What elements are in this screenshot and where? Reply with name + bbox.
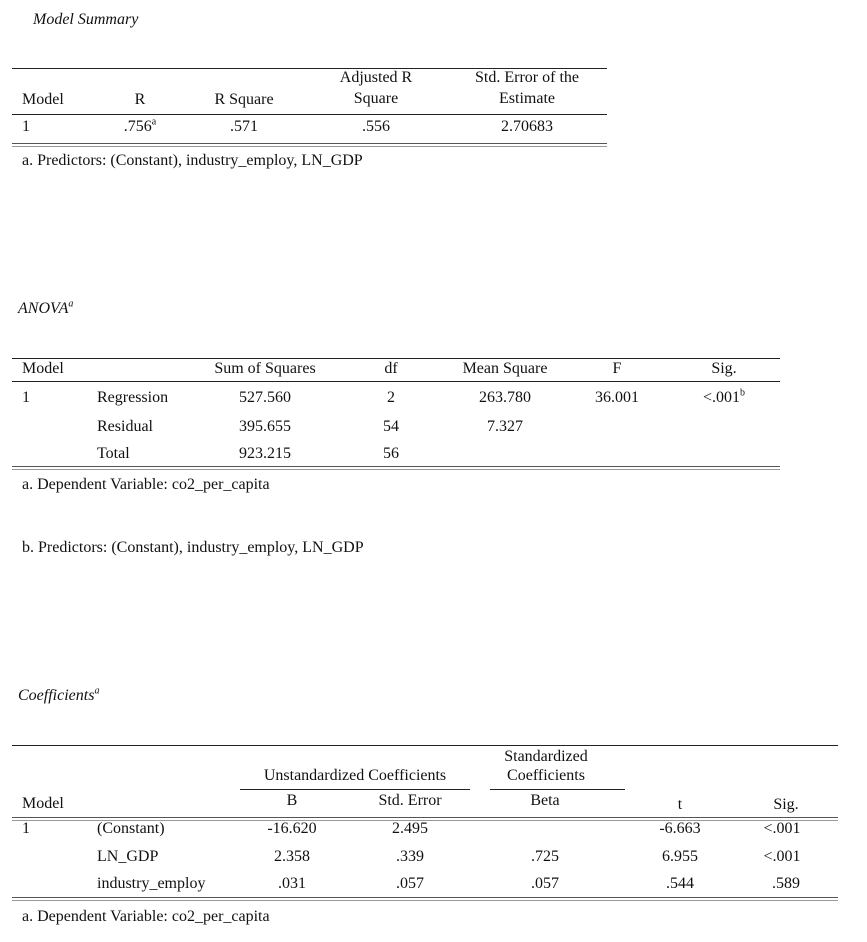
- cell-sig: <.001: [763, 820, 801, 837]
- header-standardized-2: Coefficients: [507, 767, 585, 784]
- cell-model: 1: [22, 389, 30, 406]
- r-value: .756: [123, 118, 152, 135]
- cell-beta: .725: [531, 848, 559, 865]
- divider: [12, 466, 780, 470]
- row-label: LN_GDP: [97, 848, 159, 865]
- header-model: Model: [22, 360, 64, 377]
- cell-beta: .057: [531, 875, 559, 892]
- model-summary-title: Model Summary: [33, 11, 139, 28]
- row-label: Regression: [97, 389, 169, 406]
- coefficients-title: [18, 687, 99, 705]
- footnote-marker: a: [151, 116, 157, 128]
- cell-t: 6.955: [662, 848, 698, 865]
- footnote: a. Dependent Variable: co2_per_capita: [22, 908, 270, 925]
- cell-sig: <.001: [763, 848, 801, 865]
- divider: [12, 358, 780, 359]
- header-sig: Sig.: [773, 796, 799, 813]
- cell-sum-squares: 395.655: [239, 418, 291, 435]
- cell-f: 36.001: [595, 389, 639, 406]
- header-model: Model: [22, 91, 64, 108]
- header-model: Model: [22, 795, 64, 812]
- header-sum-squares: Sum of Squares: [214, 360, 316, 377]
- cell-r-square: .571: [230, 118, 258, 135]
- footnote-b: b. Predictors: (Constant), industry_employ, LN_GDP: [22, 539, 364, 556]
- header-std-error-2: Estimate: [499, 90, 555, 107]
- row-label: Residual: [97, 418, 153, 435]
- cell-df: 56: [383, 445, 399, 462]
- header-standardized: Standardized: [504, 748, 588, 765]
- cell-b: 2.358: [274, 848, 310, 865]
- header-f: F: [612, 360, 622, 377]
- row-label: (Constant): [97, 820, 165, 837]
- footnote-marker: a: [94, 685, 100, 697]
- header-adj-r-square: Adjusted R: [339, 69, 413, 86]
- header-r-square: R Square: [214, 91, 274, 108]
- divider: [12, 381, 780, 382]
- cell-std-error: 2.495: [392, 820, 428, 837]
- header-adj-r-square-2: Square: [353, 90, 399, 107]
- cell-t: -6.663: [659, 820, 701, 837]
- divider: [240, 789, 470, 790]
- cell-sum-squares: 527.560: [239, 389, 291, 406]
- cell-r: [124, 118, 156, 136]
- cell-sig: [703, 389, 745, 407]
- cell-sig: .589: [772, 875, 800, 892]
- cell-model: 1: [22, 118, 30, 135]
- footnote-marker: a: [68, 298, 74, 310]
- divider: [12, 897, 838, 901]
- cell-sum-squares: 923.215: [239, 445, 291, 462]
- row-label: industry_employ: [97, 875, 206, 892]
- header-t: t: [677, 796, 683, 813]
- cell-df: 2: [387, 389, 395, 406]
- row-label: Total: [97, 445, 130, 462]
- divider: [12, 745, 838, 746]
- header-b: B: [286, 792, 298, 809]
- divider: [12, 114, 607, 115]
- footnote-a: a. Dependent Variable: co2_per_capita: [22, 476, 270, 493]
- cell-std-error: 2.70683: [501, 118, 553, 135]
- divider: [12, 143, 607, 147]
- header-unstandardized: Unstandardized Coefficients: [263, 767, 447, 784]
- cell-b: -16.620: [267, 820, 317, 837]
- header-std-error: Std. Error: [378, 792, 442, 809]
- cell-mean-square: 7.327: [487, 418, 523, 435]
- divider: [490, 789, 625, 790]
- cell-mean-square: 263.780: [479, 389, 531, 406]
- cell-adj-r-square: .556: [362, 118, 390, 135]
- cell-model: 1: [22, 820, 30, 837]
- cell-df: 54: [383, 418, 399, 435]
- anova-title-text: ANOVA: [18, 300, 69, 317]
- footnote-marker: b: [740, 387, 746, 399]
- cell-std-error: .339: [396, 848, 424, 865]
- header-std-error: Std. Error of the: [475, 69, 579, 86]
- header-df: df: [384, 360, 398, 377]
- header-r: R: [134, 91, 146, 108]
- coefficients-title-text: Coefficients: [18, 687, 95, 704]
- cell-t: .544: [666, 875, 694, 892]
- header-mean-square: Mean Square: [462, 360, 548, 377]
- anova-title: [18, 300, 73, 318]
- header-beta: Beta: [530, 792, 560, 809]
- sig-value: <.001: [702, 389, 741, 406]
- header-sig: Sig.: [711, 360, 737, 377]
- footnote: a. Predictors: (Constant), industry_employ, LN_GDP: [22, 152, 363, 169]
- cell-b: .031: [278, 875, 306, 892]
- cell-std-error: .057: [396, 875, 424, 892]
